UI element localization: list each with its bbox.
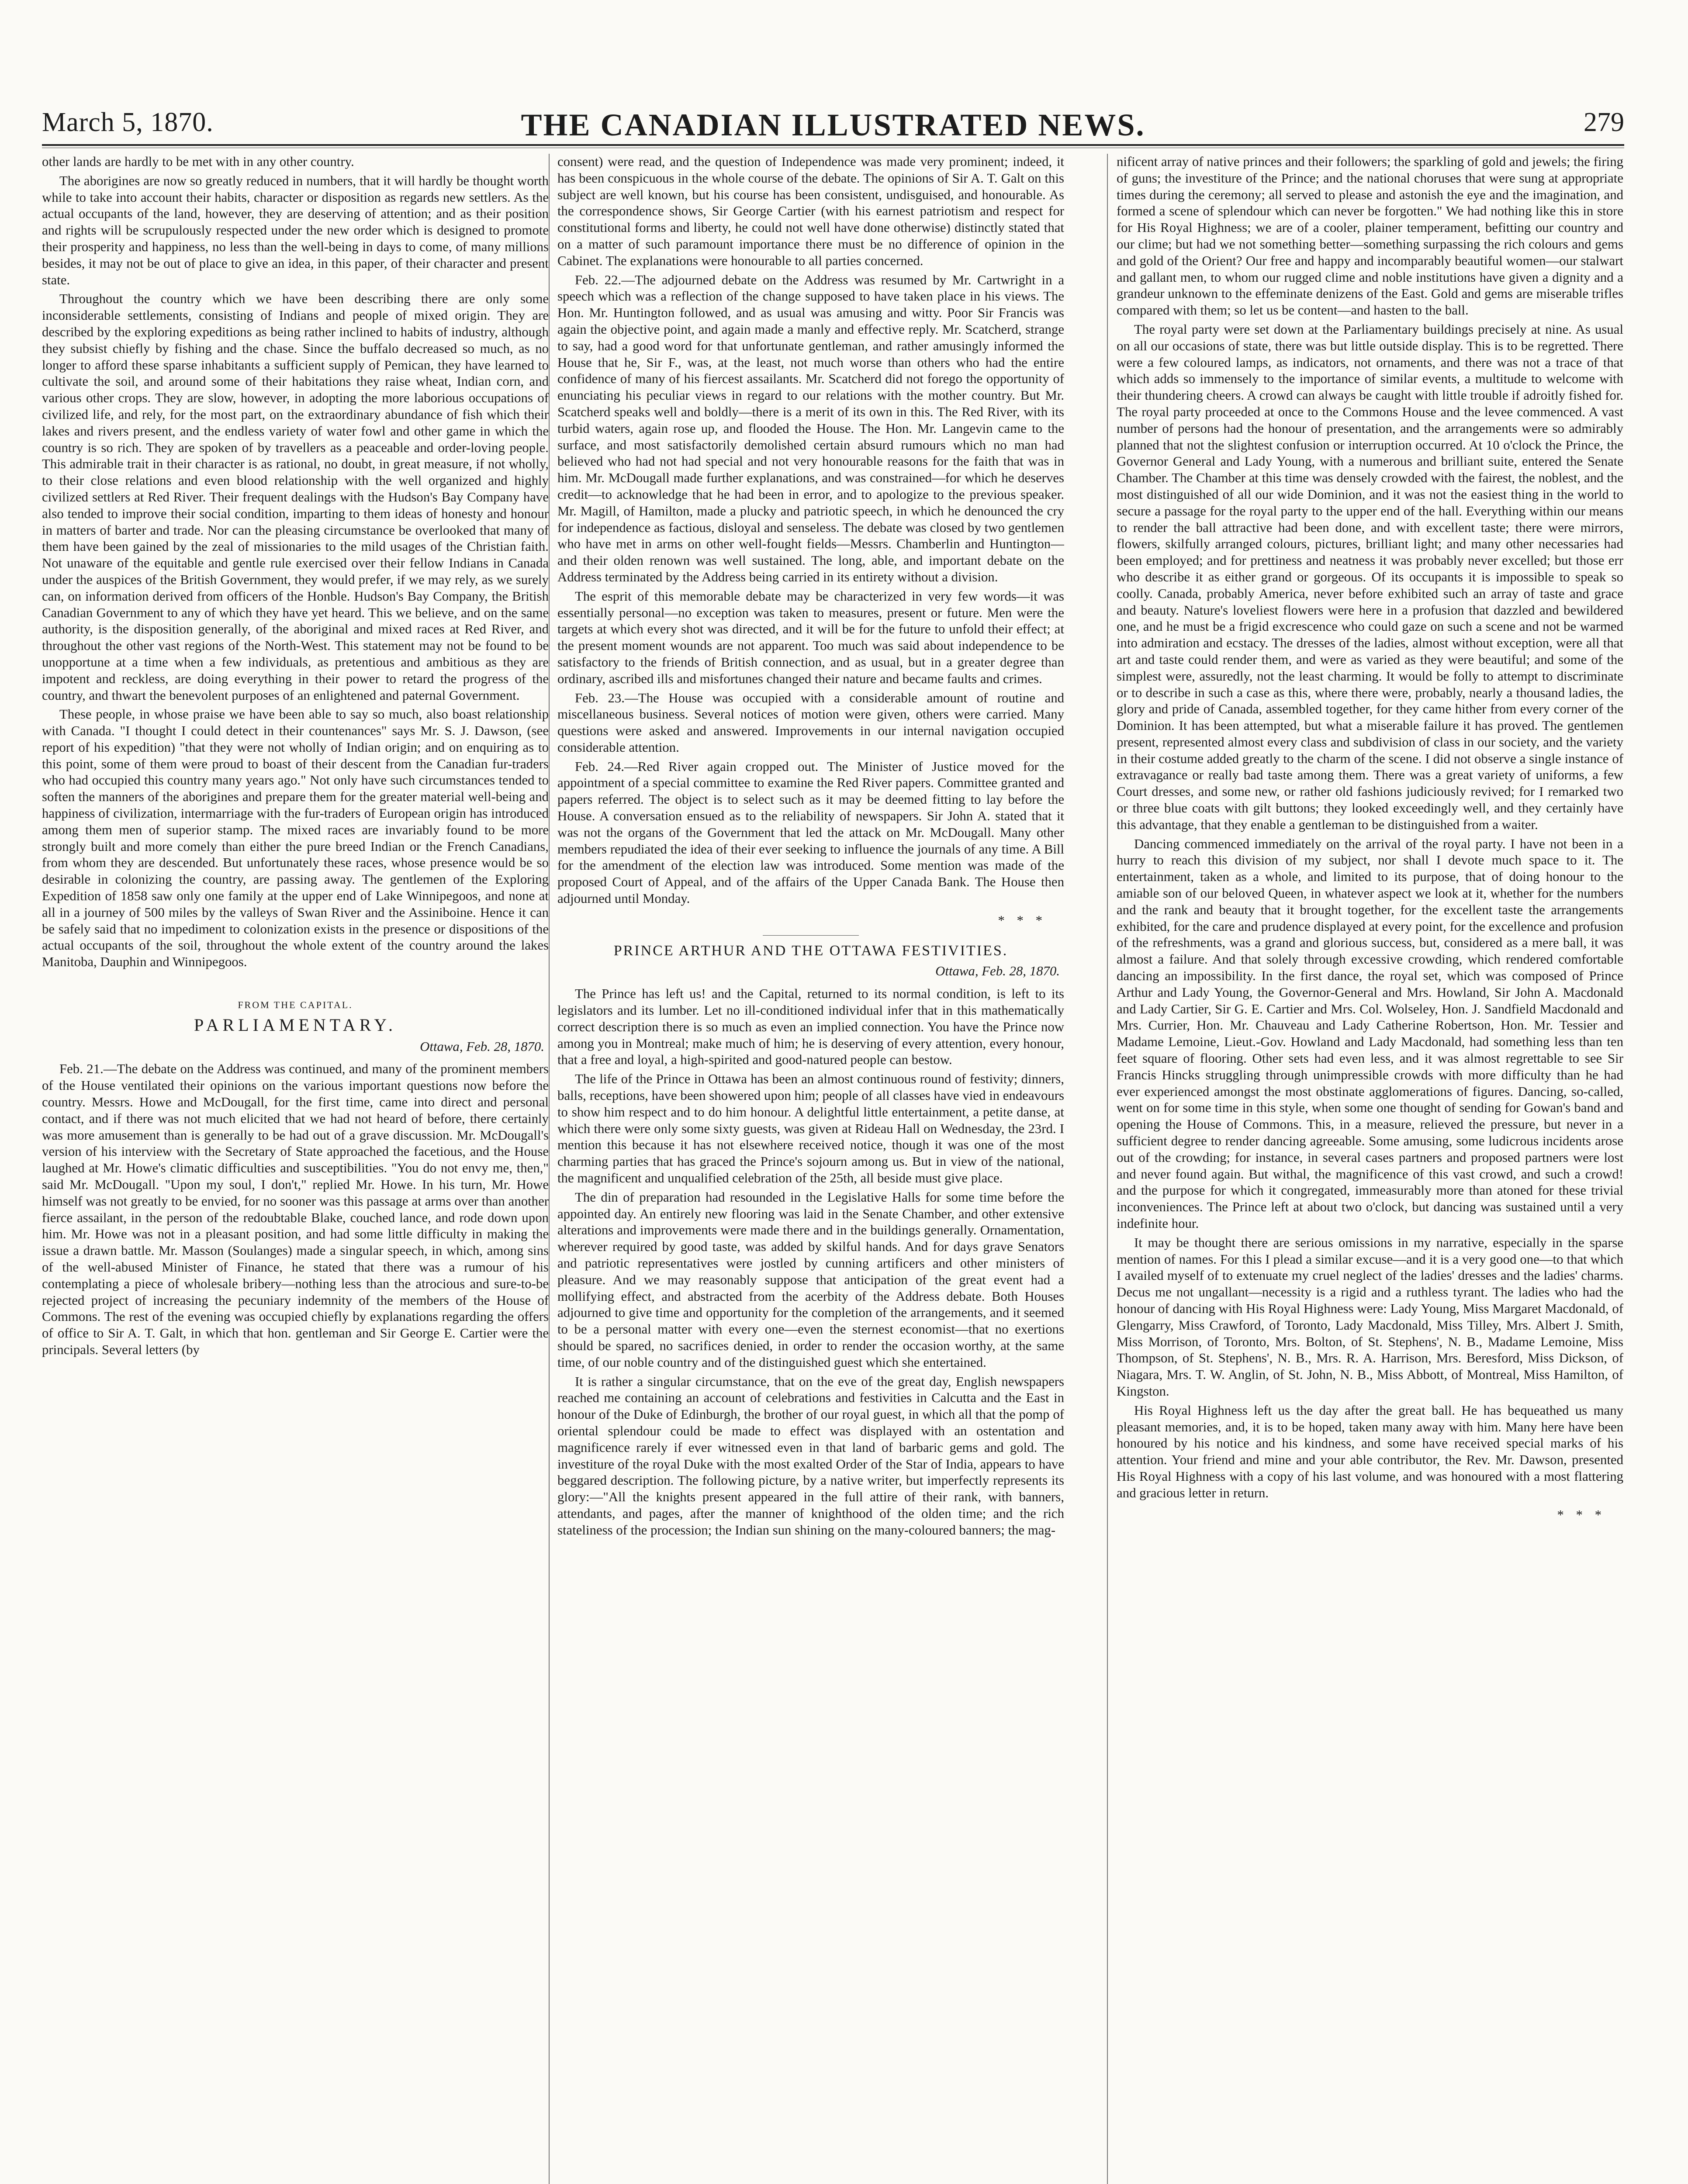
paragraph: His Royal Highness left us the day after the great ball. He has bequeathed us many pleasant memories, and, it is to be hoped, taken many away with him. Many here have been honoured by his notice and his kindness, and some have received special marks of his attention. Your friend and mine and your able contributor, the Rev. Mr. Dawson, presented His Royal Highness with a copy of his last volume, and was honoured with a most flattering and gracious letter in return. xyxy=(1117,1403,1623,1500)
paragraph: consent) were read, and the question of Independence was made very prominent; indeed, it has been conspicuous in the whole course of the debate. The opinions of Sir A. T. Galt on this subject are well known, but his course has been consistent, undisguised, and honourable. As the correspondence shows, Sir George Cartier (with his earnest patriotism and respect for constitutional forms and liberty, he could not well have done otherwise) distinctly stated that on a matter of such paramount importance there must be no difference of opinion in the Cabinet. The explanations were honourable to all parties concerned. xyxy=(557,154,1064,268)
paragraph: Feb. 24.—Red River again cropped out. The Minister of Justice moved for the appointment of a special committee to examine the Red River papers. Committee granted and papers referred. The object is to select such as it may be deemed fitting to lay before the House. A conversation ensued as to the reliability of newspapers. Sir John A. stated that it was not the organs of the Government that led the attack on Mr. McDougall. Many other members repudiated the idea of their ever seeking to influence the journals of any time. A Bill for the amendment of the election law was introduced. Some mention was made of the proposed Court of Appeal, and of the affairs of the Upper Canada Bank. The House then adjourned until Monday. xyxy=(557,759,1064,906)
paragraph: Feb. 22.—The adjourned debate on the Address was resumed by Mr. Cartwright in a speech which was a reflection of the change supposed to have taken place in his views. The Hon. Mr. Huntington followed, and as usual was amusing and witty. Poor Sir Francis was again the objective point, and again made a manly and effective reply. Mr. Scatcherd, strange to say, had a good word for that unfortunate gentleman, and rather amusingly informed the House that he, Sir F., was, at the least, not much worse than others who had the entire confidence of many of his fiercest assailants. Mr. Scatcherd did not forego the opportunity of enunciating his peculiar views in regard to our relations with the mother country. But Mr. Scatcherd speaks well and boldly—there is a merit of its own in this. The Red River, with its turbid waters, again rose up, and flooded the House. The Hon. Mr. Langevin came to the surface, and most satisfactorily demolished certain absurd rumours which no man had believed who had not had special and not very honourable reasons for the faith that was in him. Mr. McDougall made further explanations, and was constrained—for which he deserves credit—to acknowledge that he had been in error, and to apologize to the previous speaker. Mr. Magill, of Hamilton, made a plucky and patriotic speech, in which he denounced the cry for independence as factious, disloyal and senseless. The debate was closed by two gentlemen who have met in arms on other well-fought fields—Messrs. Chamberlin and Huntington—and their olden renown was well sustained. The long, able, and important debate on the Address terminated by the Address being carried in its entirety without a division. xyxy=(557,272,1064,584)
paragraph: Feb. 23.—The House was occupied with a considerable amount of routine and miscellaneous business. Several notices of motion were given, others were carried. Many questions were asked and answered. Improvements in our internal navigation occupied considerable attention. xyxy=(557,690,1064,755)
section-heading: PARLIAMENTARY. xyxy=(194,1015,397,1035)
page-number: 279 xyxy=(1584,107,1624,137)
header-rule xyxy=(42,144,1624,146)
paragraph: The din of preparation had resounded in the Legislative Halls for some time before the appointed day. An entirely new flooring was laid in the Senate Chamber, and other extensive alterations and improvements were made there and in the buildings generally. Ornamentation, wherever required by good taste, was added by skilful hands. And for days grave Senators and patriotic representatives were jostled by cunning artificers and other ministers of pleasure. And we may reasonably suppose that anticipation of the great event had a mollifying effect, and abstracted from the acerbity of the Address debate. Both Houses adjourned to give time and opportunity for the completion of the arrangements, and it seemed to be a personal matter with every one—even the sternest economist—that no exertions should be spared, no sacrifices denied, in order to render the occasion worthy, at the same time, of our noble country and of the distinguished guest which she entertained. xyxy=(557,1189,1064,1370)
paragraph: Dancing commenced immediately on the arrival of the royal party. I have not been in a hurry to reach this division of my subject, nor shall I devote much space to it. The entertainment, taken as a whole, and limited to its purpose, that of doing honour to the amiable son of our beloved Queen, in whatever aspect we look at it, whether for the numbers and the rank and beauty that it brought together, for the excellent taste the arrangements exhibited, for the care and prudence displayed at every point, for the excellence and profusion of the refreshments, was a grand and glorious success, but, considered as a mere ball, it was almost a failure. And that solely through excessive crowding, which rendered comfortable dancing an impossibility. In the first dance, the royal set, which was composed of Prince Arthur and Lady Young, the Governor-General and Mrs. Howland, Sir John A. Macdonald and Lady Cartier, Sir G. E. Cartier and Mrs. Col. Wolseley, Hon. J. Sandfield Macdonald and Mrs. Currier, Hon. Mr. Chauveau and Lady Catherine Robertson, Hon. Mr. Tessier and Madame Lemoine, Lieut.-Gov. Howland and Lady Macdonald, had something less than ten feet square of flooring. Other sets had even less, and it was almost regrettable to see Sir Francis Hincks struggling through unimpressible crowds with more difficulty than he had ever experienced amongst the most obstinate agglomerations of figures. Dancing, so-called, went on for some time in this style, when some one thought of sending for Gowan's band and opening the House of Commons. This, in a measure, relieved the pressure, but never in a sufficient degree to render dancing agreeable. Some amusing, some ludicrous incidents arose out of the crowding; for instance, in several cases partners and proposed partners were lost and never found again. But withal, the magnificence of this vast crowd, and such a crowd! and the purpose for which it congregated, immeasurably more than atoned for these trivial inconveniences. The Prince left at about two o'clock, but dancing was sustained until a very indefinite hour. xyxy=(1117,836,1623,1231)
paragraph: The life of the Prince in Ottawa has been an almost continuous round of festivity; dinners, balls, receptions, have been showered upon him; people of all classes have vied in endeavours to show him respect and to do him honour. A delightful little entertainment, a petite danse, at which there were only some sixty guests, was given at Rideau Hall on Wednesday, the 23rd. I mention this because it has not elsewhere received notice, though it was one of the most charming parties that has graced the Prince's sojourn among us. But in view of the national, the magnificent and unqualified celebration of the 25th, all beside must give place. xyxy=(557,1071,1064,1186)
paragraph: The royal party were set down at the Parliamentary buildings precisely at nine. As usual on all our occasions of state, there was but little outside display. This is to be regretted. There were a few coloured lamps, as indicators, not ornaments, and there was not a trace of that which adds so immensely to the importance of similar events, a multitude to welcome with their thundering cheers. A crowd can always be caught with little trouble if adroitly fished for. The royal party proceeded at once to the Commons House and the levee commenced. A vast number of persons had the honour of presentation, and the arrangements were so admirably planned that not the slightest confusion or interruption occurred. At 10 o'clock the Prince, the Governor General and Lady Young, with a numerous and brilliant suite, entered the Senate Chamber. The Chamber at this time was densely crowded with the fairest, the noblest, and the most distinguished of all our wide Dominion, and it was not the easiest thing in the world to secure a passage for the royal party to the upper end of the hall. Everything within our means to render the ball attractive had been done, and with excellent taste; there were mirrors, flowers, skilfully arranged colours, pictures, brilliant light; and many other necessaries had been employed; and for prettiness and neatness it was probably never excelled; but those err who describe it as either grand or gorgeous. Of its occupants it is impossible to speak so coolly. Canada, probably America, never before exhibited such an array of taste and grace and beauty. Nature's loveliest flowers were here in a profusion that dazzled and bewildered one, and he must be a frigid excrescence who could gaze on such a scene and not be warmed into admiration and ecstacy. The dresses of the ladies, almost without exception, were all that art and taste could render them, and were as varied as they were beautiful; and some of the simplest were, assuredly, not the least charming. It would be folly to attempt to discriminate or to describe in such a case as this, where there were, probably, nearly a thousand ladies, the glory and pride of Canada, assembled together, for they came hither from every corner of the Dominion. It has been attempted, but what a miserable failure it has proved. The gentlemen present, represented almost every class and subdivision of class in our society, and the variety in their costume added greatly to the charm of the scene. I did not observe a single instance of extravagance or really bad taste among them. There was a great variety of uniforms, a few Court dresses, and some new, or rather old fashions judiciously revived; for I remarked two or three blue coats with gilt buttons; they looked exceedingly well, and they certainly have this advantage, that they enable a gentleman to be distinguished from a waiter. xyxy=(1117,321,1623,832)
section-rule xyxy=(763,935,859,936)
column-divider xyxy=(549,154,550,2184)
newspaper-title: THE CANADIAN ILLUSTRATED NEWS. xyxy=(521,107,1145,142)
paragraph: It is rather a singular circumstance, that on the eve of the great day, English newspapers reached me containing an account of celebrations and festivities in Calcutta and the East in honour of the Duke of Edinburgh, the brother of our royal guest, in which all that the pomp of oriental splendour could be made to effect was displayed with an ostentation and magnificence rarely if ever witnessed even in that land of barbaric gems and gold. The investiture of the royal Duke with the most exalted Order of the Star of India, appears to have beggared description. The following picture, by a native writer, but imperfectly represents its glory:—"All the knights present appeared in the full attire of their rank, with banners, attendants, and pages, after the manner of knighthood of the olden time; and the rich stateliness of the procession; the Indian sun shining on the many-coloured banners; the mag- xyxy=(557,1374,1064,1538)
masthead xyxy=(42,107,1624,142)
dateline: Ottawa, Feb. 28, 1870. xyxy=(420,1039,544,1054)
column-2 xyxy=(557,154,1064,2184)
section-heading: PRINCE ARTHUR AND THE OTTAWA FESTIVITIES. xyxy=(613,942,1008,959)
section-kicker: FROM THE CAPITAL. xyxy=(238,999,353,1011)
paragraph: Throughout the country which we have been describing there are only some inconsiderable settlements, consisting of Indians and people of mixed origin. They are described by the exploring expeditions as being rather inclined to habits of industry, although they subsist chiefly by fishing and the chase. Since the buffalo decreased so much, as no longer to afford these sparse inhabitants a sufficient supply of Pemican, they have learned to cultivate the soil, and around some of their habitations they raise wheat, Indian corn, and various other crops. They are slow, however, in adopting the more laborious occupations of civilized life, and rely, for the most part, on the extraordinary abundance of fish which their lakes and rivers present, and the endless variety of water fowl and other game in which the country is so rich. They are spoken of by travellers as a peaceable and order-loving people. This admirable trait in their character is as rational, no doubt, in great measure, if not wholly, to their close relations and even blood relationship with the well organized and highly civilized settlers at Red River. Their frequent dealings with the Hudson's Bay Company have also tended to improve their social condition, imparting to them ideas of honesty and honour in matters of barter and trade. Nor can the pleasing circumstance be overlooked that many of them have been gained by the zeal of missionaries to the mild usages of the Christian faith. Not unaware of the equitable and gentle rule exercised over their fellow Indians in Canada under the auspices of the British Government, they would prefer, if we may rely, as we surely can, on information derived from officers of the Honble. Hudson's Bay Company, the British Canadian Government to any of which they have yet heard. This we believe, and on the same authority, is the disposition generally, of the aboriginal and mixed races at Red River, and throughout the other vast regions of the North-West. This statement may not be found to be unopportune at a time when a few individuals, as pretentious and ambitious as they are impotent and reckless, are doing everything in their power to retard the progress of the country, and thwart the benevolent purposes of an enlightened and paternal Government. xyxy=(42,291,549,703)
paragraph: nificent array of native princes and their followers; the sparkling of gold and jewels; the firing of guns; the investiture of the Prince; and the national choruses that were sung at appropriate times during the ceremony; all served to please and astonish the eye and the imagination, and formed a scene of splendour which can never be forgotten." We had nothing like this in store for His Royal Highness; we are of a cooler, plainer temperament, befitting our country and our clime; but had we not something better—something surpassing the rich colours and gems and gold of the Orient? Our free and happy and incomparably beautiful women—our stalwart and gallant men, to whom our rugged clime and noble institutions have given a dignity and a grandeur unknown to the effeminate denizens of the East. Gold and gems are miserable trifles compared with them; so let us be content—and hasten to the ball. xyxy=(1117,154,1623,318)
section-stars: * * * xyxy=(1557,1507,1606,1522)
paragraph: other lands are hardly to be met with in any other country. xyxy=(42,154,354,169)
dateline: Ottawa, Feb. 28, 1870. xyxy=(935,964,1060,979)
column-3 xyxy=(1117,154,1623,2184)
issue-date: March 5, 1870. xyxy=(42,107,214,137)
paragraph: Feb. 21.—The debate on the Address was continued, and many of the prominent members of the House ventilated their opinions on the various important questions now before the country. Messrs. Howe and McDougall, for the first time, came into direct and personal contact, and if there was not much elicited that we had not heard of before, there certainly was more amusement than is generally to be had out of a grave discussion. Mr. McDougall's version of his interview with the Secretary of State approached the facetious, and the House laughed at Mr. Howe's climatic difficulties and susceptibilities. "You do not envy me, then," said Mr. McDougall. "Upon my soul, I don't," replied Mr. Howe. In his turn, Mr. Howe himself was not greatly to be envied, for no sooner was this passage at arms over than another fierce assailant, in the person of the redoubtable Blake, couched lance, and rode down upon him. Mr. Howe was not in a pleasant position, and had some little difficulty in making the issue a drawn battle. Mr. Masson (Soulanges) made a singular speech, in which, among sins of the well-abused Minister of Finance, he stated that there was a rumour of his contemplating a piece of wholesale bribery—nothing less than the atrocious and sure-to-be rejected project of increasing the pecuniary indemnity of the members of the House of Commons. The rest of the evening was occupied chiefly by explanations regarding the offers of office to Sir A. T. Galt, in which that hon. gentleman and Sir George E. Cartier were the principals. Several letters (by xyxy=(42,1061,549,1357)
paragraph: The Prince has left us! and the Capital, returned to its normal condition, is left to its legislators and its lumber. Let no ill-conditioned individual infer that in this mathematically correct description there is so much as even an implied connection. You have the Prince now among you in Montreal; make much of him; he is deserving of every attention, every honour, that a free and loyal, a high-spirited and good-natured people can bestow. xyxy=(557,986,1064,1068)
section-stars: * * * xyxy=(998,912,1047,928)
paragraph: The esprit of this memorable debate may be characterized in very few words—it was essentially personal—no exception was taken to measures, present or future. Men were the targets at which every shot was directed, and it will be for the future to unfold their effect; at the present moment wounds are not apparent. Too much was said about independence to be satisfactory to the friends of British connection, and as usual, but in a greater degree than ordinary, ascribed ills and misfortunes changed their nature and became faults and crimes. xyxy=(557,588,1064,686)
column-1 xyxy=(42,154,549,2184)
paragraph: These people, in whose praise we have been able to say so much, also boast relationship with Canada. "I thought I could detect in their countenances" says Mr. S. J. Dawson, (see report of his expedition) "that they were not wholly of Indian origin; and on enquiring as to this point, some of them were proud to boast of their descent from the Canadian fur-traders who had occupied this country many years ago." Not only have such circumstances tended to soften the manners of the aborigines and prepare them for the greater material well-being and happiness of civilization, intermarriage with the fur-traders of European origin has introduced among them men of superior stamp. The mixed races are invariably found to be more strongly built and more comely than either the pure breed Indian or the French Canadians, from whom they are descended. But unfortunately these races, whose presence would be so desirable in colonizing the country, are passing away. The gentlemen of the Exploring Expedition of 1858 saw only one family at the upper end of Lake Winnipegoos, and none at all in a journey of 500 miles by the valleys of Swan River and the Assiniboine. Hence it can be safely said that no impediment to colonization exists in the presence or dispositions of the actual occupants of the soil, throughout the whole extent of the country around the lakes Manitoba, Dauphin and Winnipegoos. xyxy=(42,707,549,970)
paragraph: It may be thought there are serious omissions in my narrative, especially in the sparse mention of names. For this I plead a similar excuse—and it is a very good one—to that which I availed myself of to extenuate my cruel neglect of the ladies' dresses and the ladies' charms. Decus me not ungallant—necessity is a rigid and a ruthless tyrant. The ladies who had the honour of dancing with His Royal Highness were: Lady Young, Miss Margaret Macdonald, of Glengarry, Miss Crawford, of Toronto, Lady Macdonald, Miss Tilley, Mrs. Albert J. Smith, Miss Morrison, of Toronto, Mrs. Bolton, of St. Stephens', N. B., Madame Lemoine, Miss Thompson, of St. Stephens', N. B., Mrs. R. A. Harrison, Mrs. Beresford, Miss Dickson, of Niagara, Mrs. T. W. Anglin, of St. John, N. B., Miss Abbott, of Montreal, Miss Hamilton, of Kingston. xyxy=(1117,1235,1623,1399)
column-divider xyxy=(1107,154,1108,2184)
paragraph: The aborigines are now so greatly reduced in numbers, that it will hardly be thought worth while to take into account their habits, character or disposition as regards new settlers. As the actual occupants of the land, however, they are deserving of attention; and as their position and rights will be scrupulously respected under the new order which is designed to promote their prosperity and happiness, no less than the well-being in days to come, of many millions besides, it may not be out of place to give an idea, in this paper, of their character and present state. xyxy=(42,173,549,287)
